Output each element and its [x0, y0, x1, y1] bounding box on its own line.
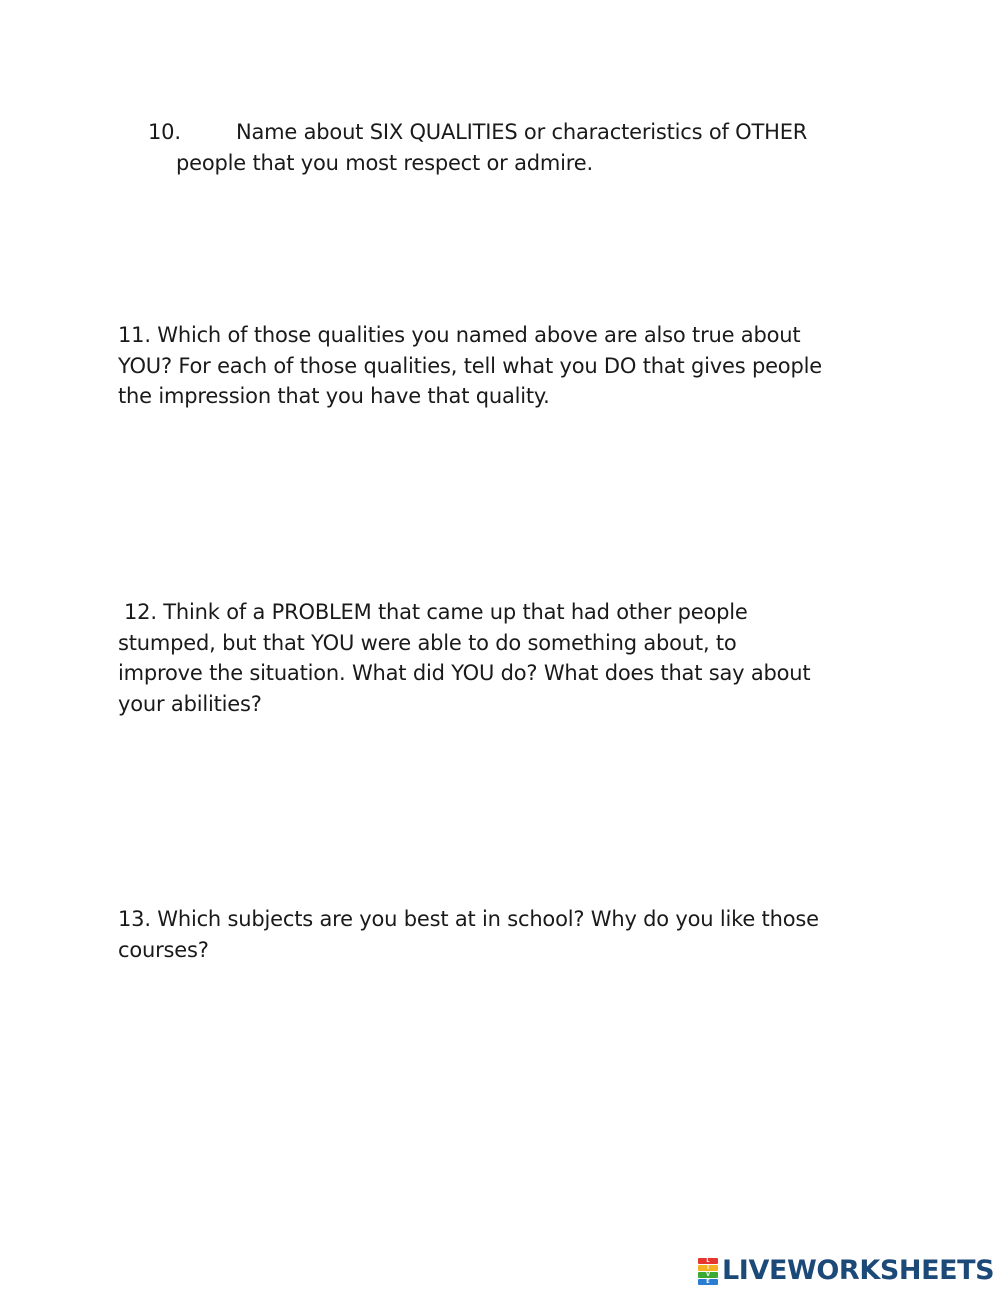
question-11-line-2: YOU? For each of those qualities, tell what you DO that gives people — [118, 353, 822, 378]
logo-mark-letter-v: V — [698, 1272, 718, 1278]
question-13 — [118, 904, 819, 965]
question-12 — [118, 597, 810, 719]
question-13-line-1: 13. Which subjects are you best at in school? Why do you like those — [118, 907, 819, 931]
question-10-text-1: Name about SIX QUALITIES or characteristics of OTHER — [236, 120, 808, 144]
liveworksheets-logo-icon — [698, 1258, 718, 1285]
question-10 — [148, 117, 807, 178]
logo-text: LIVEWORKSHEETS — [722, 1255, 995, 1286]
question-10-line-2: people that you most respect or admire. — [176, 150, 593, 175]
question-13-line-2: courses? — [118, 937, 209, 962]
question-11 — [118, 320, 822, 412]
question-12-line-4: your abilities? — [118, 691, 262, 716]
logo-mark-letter-l: L — [698, 1258, 718, 1264]
question-10-line-1 — [148, 117, 807, 148]
question-12-line-3: improve the situation. What did YOU do? What does that say about — [118, 661, 811, 685]
question-10-number: 10. — [148, 120, 181, 144]
logo-mark-letter-i: I — [698, 1265, 718, 1271]
question-12-line-1: 12. Think of a PROBLEM that came up that had other people — [124, 600, 748, 624]
question-12-line-2: stumped, but that YOU were able to do something about, to — [118, 630, 737, 655]
question-11-line-1: 11. Which of those qualities you named above are also true about — [118, 323, 801, 347]
question-11-line-3: the impression that you have that quality. — [118, 384, 550, 408]
liveworksheets-logo — [698, 1255, 994, 1287]
logo-mark-letter-e: E — [698, 1279, 718, 1285]
